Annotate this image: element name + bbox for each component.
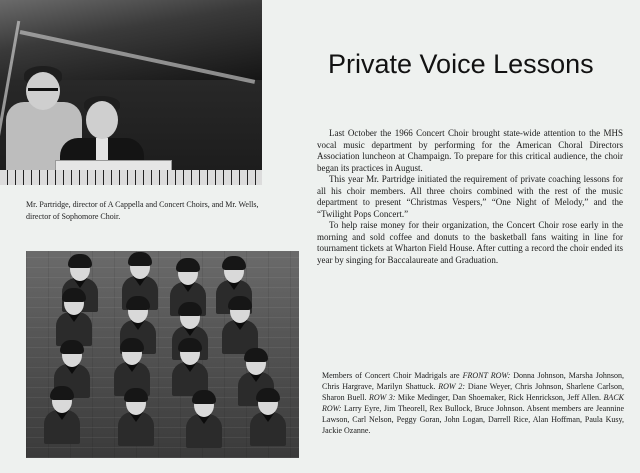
row-names-3: Mike Medinger, Dan Shoemaker, Rick Henrickson, Jeff Allen. — [395, 393, 604, 403]
piano-keyboard — [0, 170, 262, 185]
directors-caption: Mr. Partridge, director of A Cappella and Concert Choirs, and Mr. Wells, director of Sophomore Choir. — [26, 200, 259, 221]
choir-members-caption — [322, 370, 624, 437]
row-names-back: Larry Eyre, Jim Theorell, Rex Bullock, Bruce Johnson. Absent members are Jeannine Lawson, Carl Nelson, Peggy Goran, John Logan, Darrell Rice, Alan Hoffman, Paula Kusy, Jackie Ozanne. — [322, 404, 624, 436]
row-names-front: Donna Johnson, Marsha Johnson, Chris Hargrave, Marilyn Shattuck. — [322, 371, 624, 392]
article-paragraph: This year Mr. Partridge initiated the requirement of private coaching lessons for all his choir members. All three choirs combined with the rest of the music department to present “Christmas Vespers,” “One Night of Melody,” and the “Twilight Pops Concert.” — [317, 174, 623, 219]
choir-singer — [186, 393, 222, 445]
members-intro: Members of Concert Choir Madrigals are — [322, 371, 463, 380]
choir-singer — [56, 291, 92, 343]
choir-singer — [118, 391, 154, 443]
choir-singer — [222, 299, 258, 351]
choir-singer — [250, 391, 286, 443]
directors-photo — [0, 0, 262, 185]
row-label-3: ROW 3: — [368, 393, 396, 403]
article-body — [317, 128, 623, 266]
article-paragraph: To help raise money for their organization, the Concert Choir rose early in the morning and sold coffee and donuts to the basketball fans waiting in line for tournament tickets at Wharton Field House. After cutting a record the choir ended its year by singing for Baccalaureate and Graduation. — [317, 220, 623, 265]
choir-singer — [172, 341, 208, 393]
row-label-2: ROW 2: — [438, 382, 466, 392]
choir-photo — [26, 251, 299, 458]
row-label-front: FRONT ROW: — [462, 371, 511, 380]
article-paragraph: Last October the 1966 Concert Choir brought state-wide attention to the MHS vocal music department by performing for the American Choral Directors Association luncheon at Champaign. To prepare for this critical audience, the choir began its practices in August. — [317, 128, 623, 173]
page-title: Private Voice Lessons — [328, 49, 594, 79]
row-names-2: Diane Weyer, Chris Johnson, Sharlene Carlson, Sharon Buell. — [322, 382, 624, 403]
choir-singer — [114, 341, 150, 393]
row-label-back: BACK ROW: — [322, 393, 624, 414]
choir-singer — [44, 389, 80, 441]
